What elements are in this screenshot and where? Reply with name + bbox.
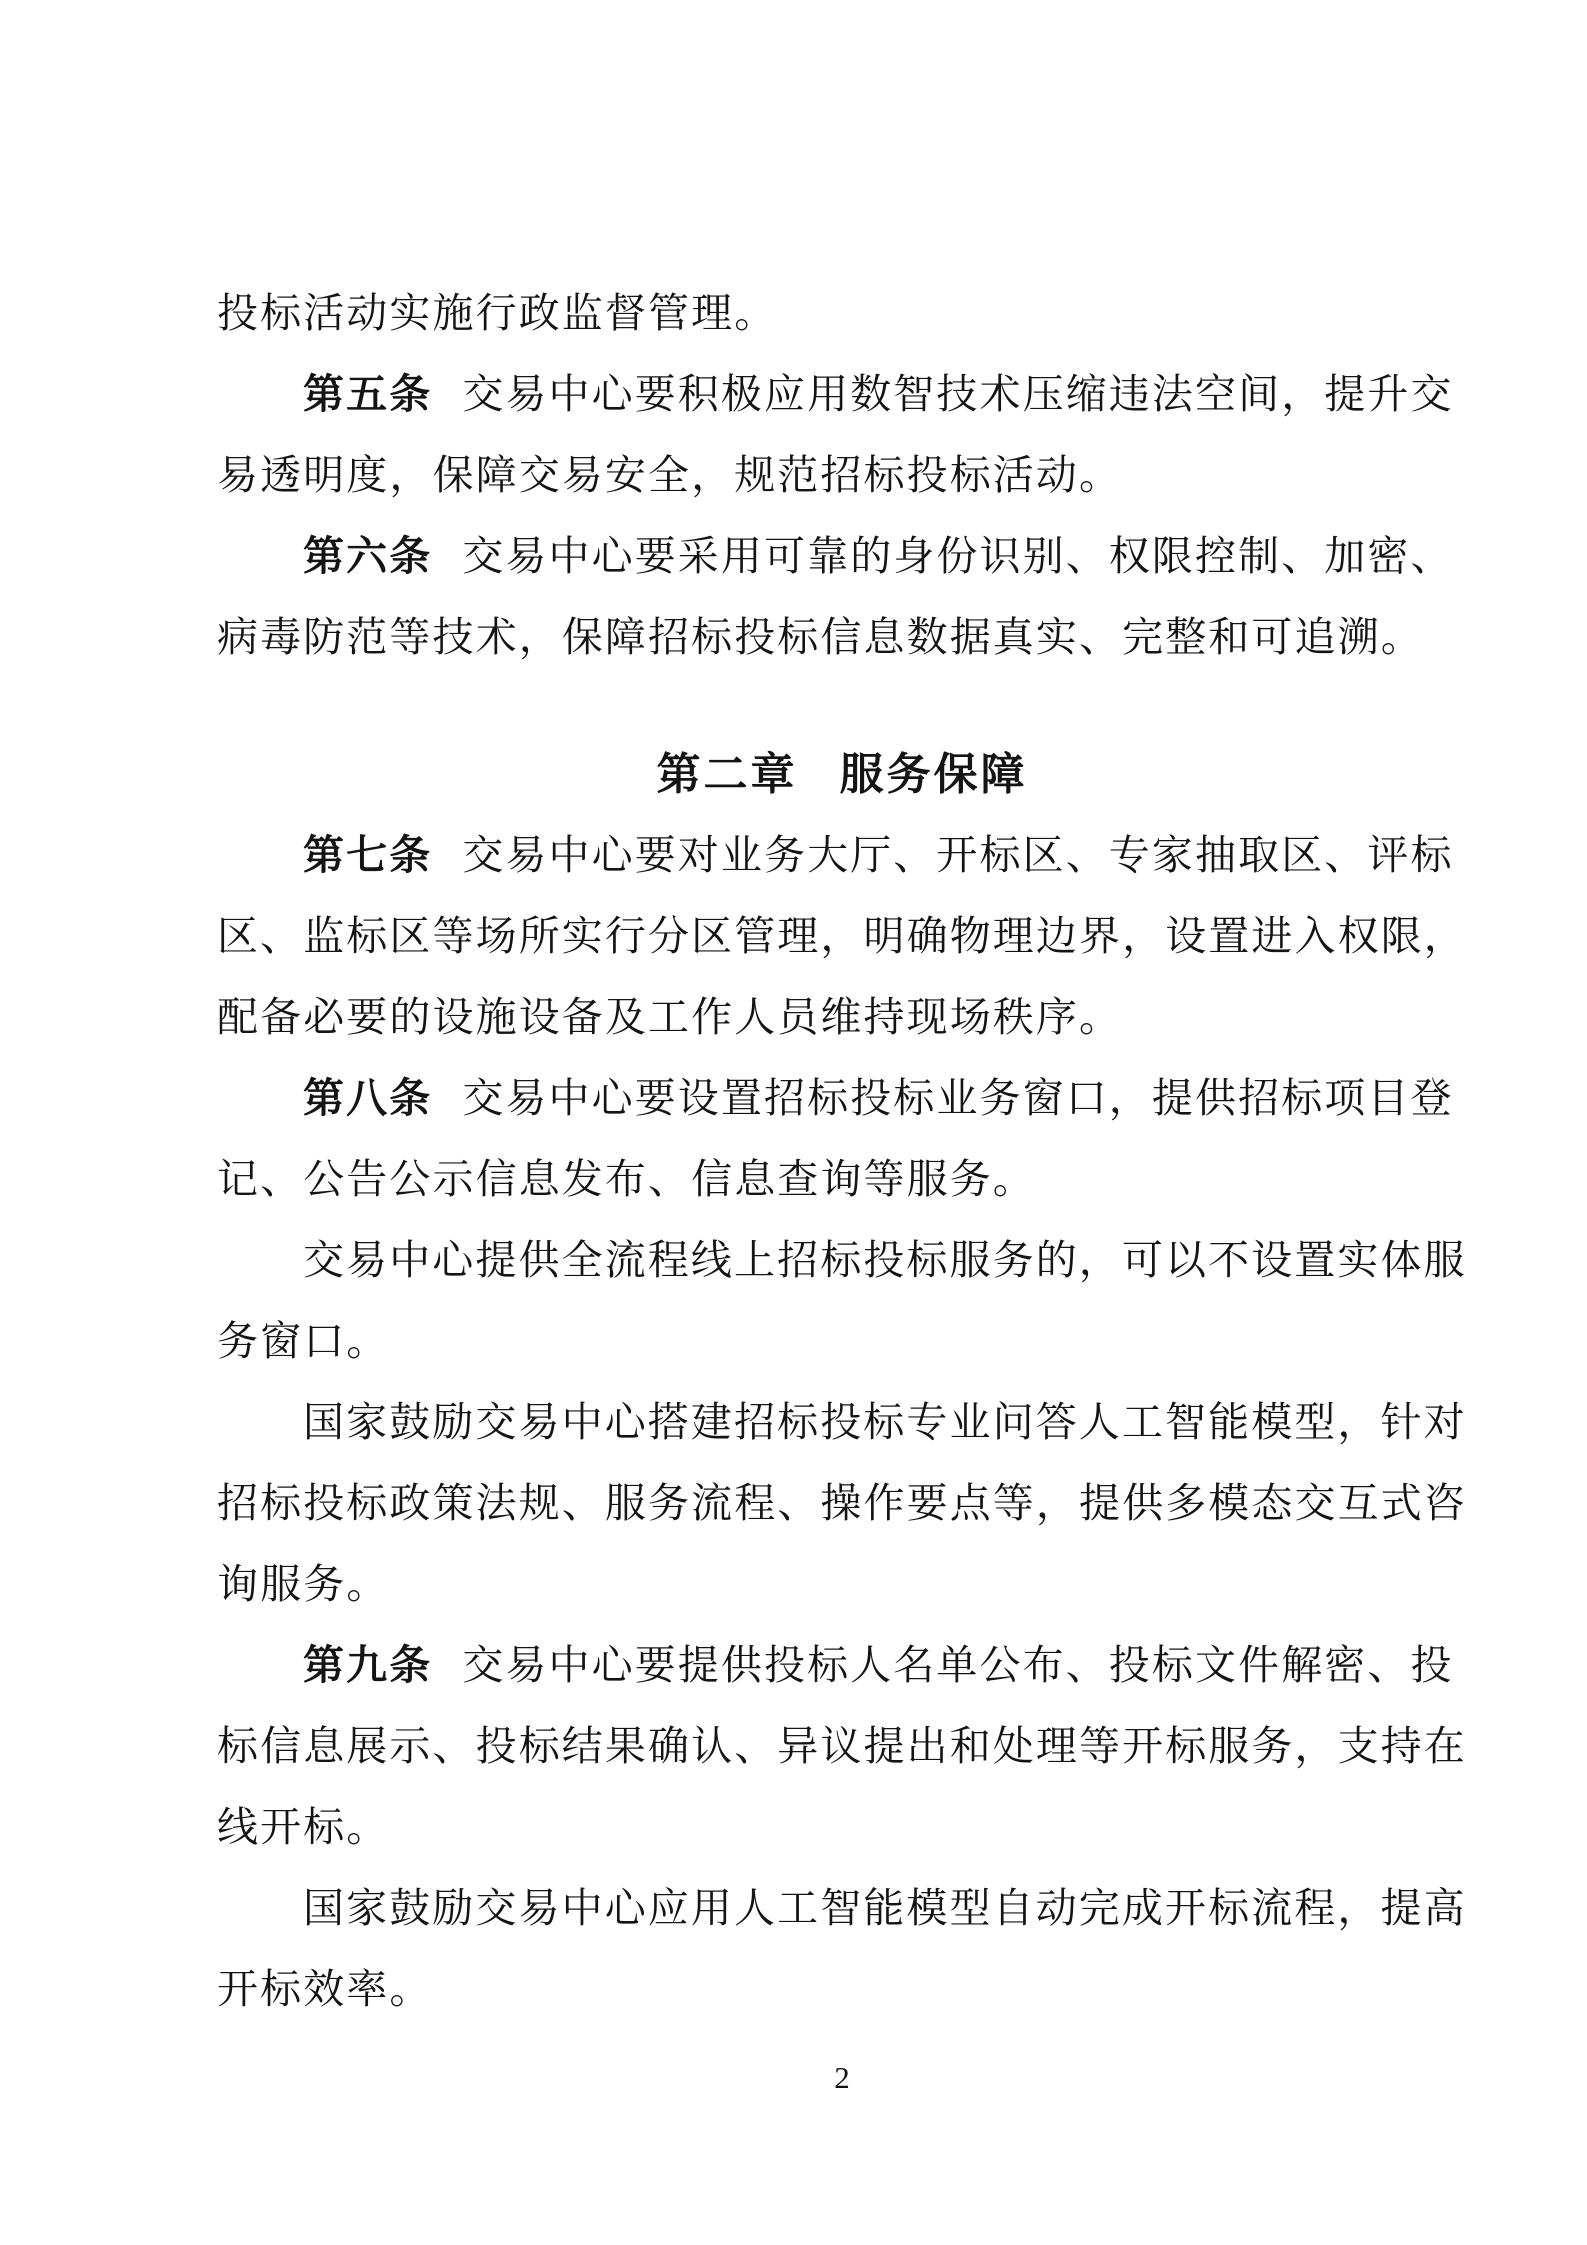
body-line: 病毒防范等技术，保障招标投标信息数据真实、完整和可追溯。 <box>217 614 1424 660</box>
body-line: 务窗口。 <box>217 1318 390 1364</box>
article-line <box>217 1625 1467 1706</box>
page-number: 2 <box>834 2060 850 2095</box>
body-line: 区、监标区等场所实行分区管理，明确物理边界，设置进入权限， <box>217 913 1467 959</box>
article-number: 第九条 <box>303 1642 433 1688</box>
body-line: 记、公告公示信息发布、信息查询等服务。 <box>217 1156 1036 1202</box>
article-number: 第六条 <box>303 533 433 579</box>
article-text: 交易中心要积极应用数智技术压缩违法空间，提升交 <box>462 371 1454 417</box>
article-line <box>217 1058 1467 1139</box>
body-line: 招标投标政策法规、服务流程、操作要点等，提供多模态交互式咨 <box>217 1480 1467 1526</box>
document-body <box>217 273 1467 2098</box>
article-line <box>217 516 1467 597</box>
article-text: 交易中心要采用可靠的身份识别、权限控制、加密、 <box>462 533 1454 579</box>
body-line: 国家鼓励交易中心应用人工智能模型自动完成开标流程，提高 <box>303 1885 1467 1931</box>
body-line: 交易中心提供全流程线上招标投标服务的，可以不设置实体服 <box>303 1237 1467 1283</box>
body-line: 标信息展示、投标结果确认、异议提出和处理等开标服务，支持在 <box>217 1723 1467 1769</box>
article-number: 第五条 <box>303 371 433 417</box>
chapter-title: 服务保障 <box>839 750 1028 799</box>
body-line: 易透明度，保障交易安全，规范招标投标活动。 <box>217 452 1123 498</box>
article-text: 交易中心要对业务大厅、开标区、专家抽取区、评标 <box>462 832 1454 878</box>
article-line <box>217 815 1467 896</box>
body-line: 国家鼓励交易中心搭建招标投标专业问答人工智能模型，针对 <box>303 1399 1467 1445</box>
article-text: 交易中心要设置招标投标业务窗口，提供招标项目登 <box>462 1075 1454 1121</box>
chapter-number: 第二章 <box>656 750 798 799</box>
article-text: 交易中心要提供投标人名单公布、投标文件解密、投 <box>462 1642 1454 1688</box>
body-line: 线开标。 <box>217 1804 390 1850</box>
article-number: 第七条 <box>303 832 433 878</box>
body-line: 投标活动实施行政监督管理。 <box>217 290 778 336</box>
body-line: 询服务。 <box>217 1561 390 1607</box>
body-line: 开标效率。 <box>217 1966 433 2012</box>
article-line <box>217 354 1467 435</box>
body-line: 配备必要的设施设备及工作人员维持现场秩序。 <box>217 994 1123 1040</box>
article-number: 第八条 <box>303 1075 433 1121</box>
chapter-heading <box>217 734 1467 815</box>
